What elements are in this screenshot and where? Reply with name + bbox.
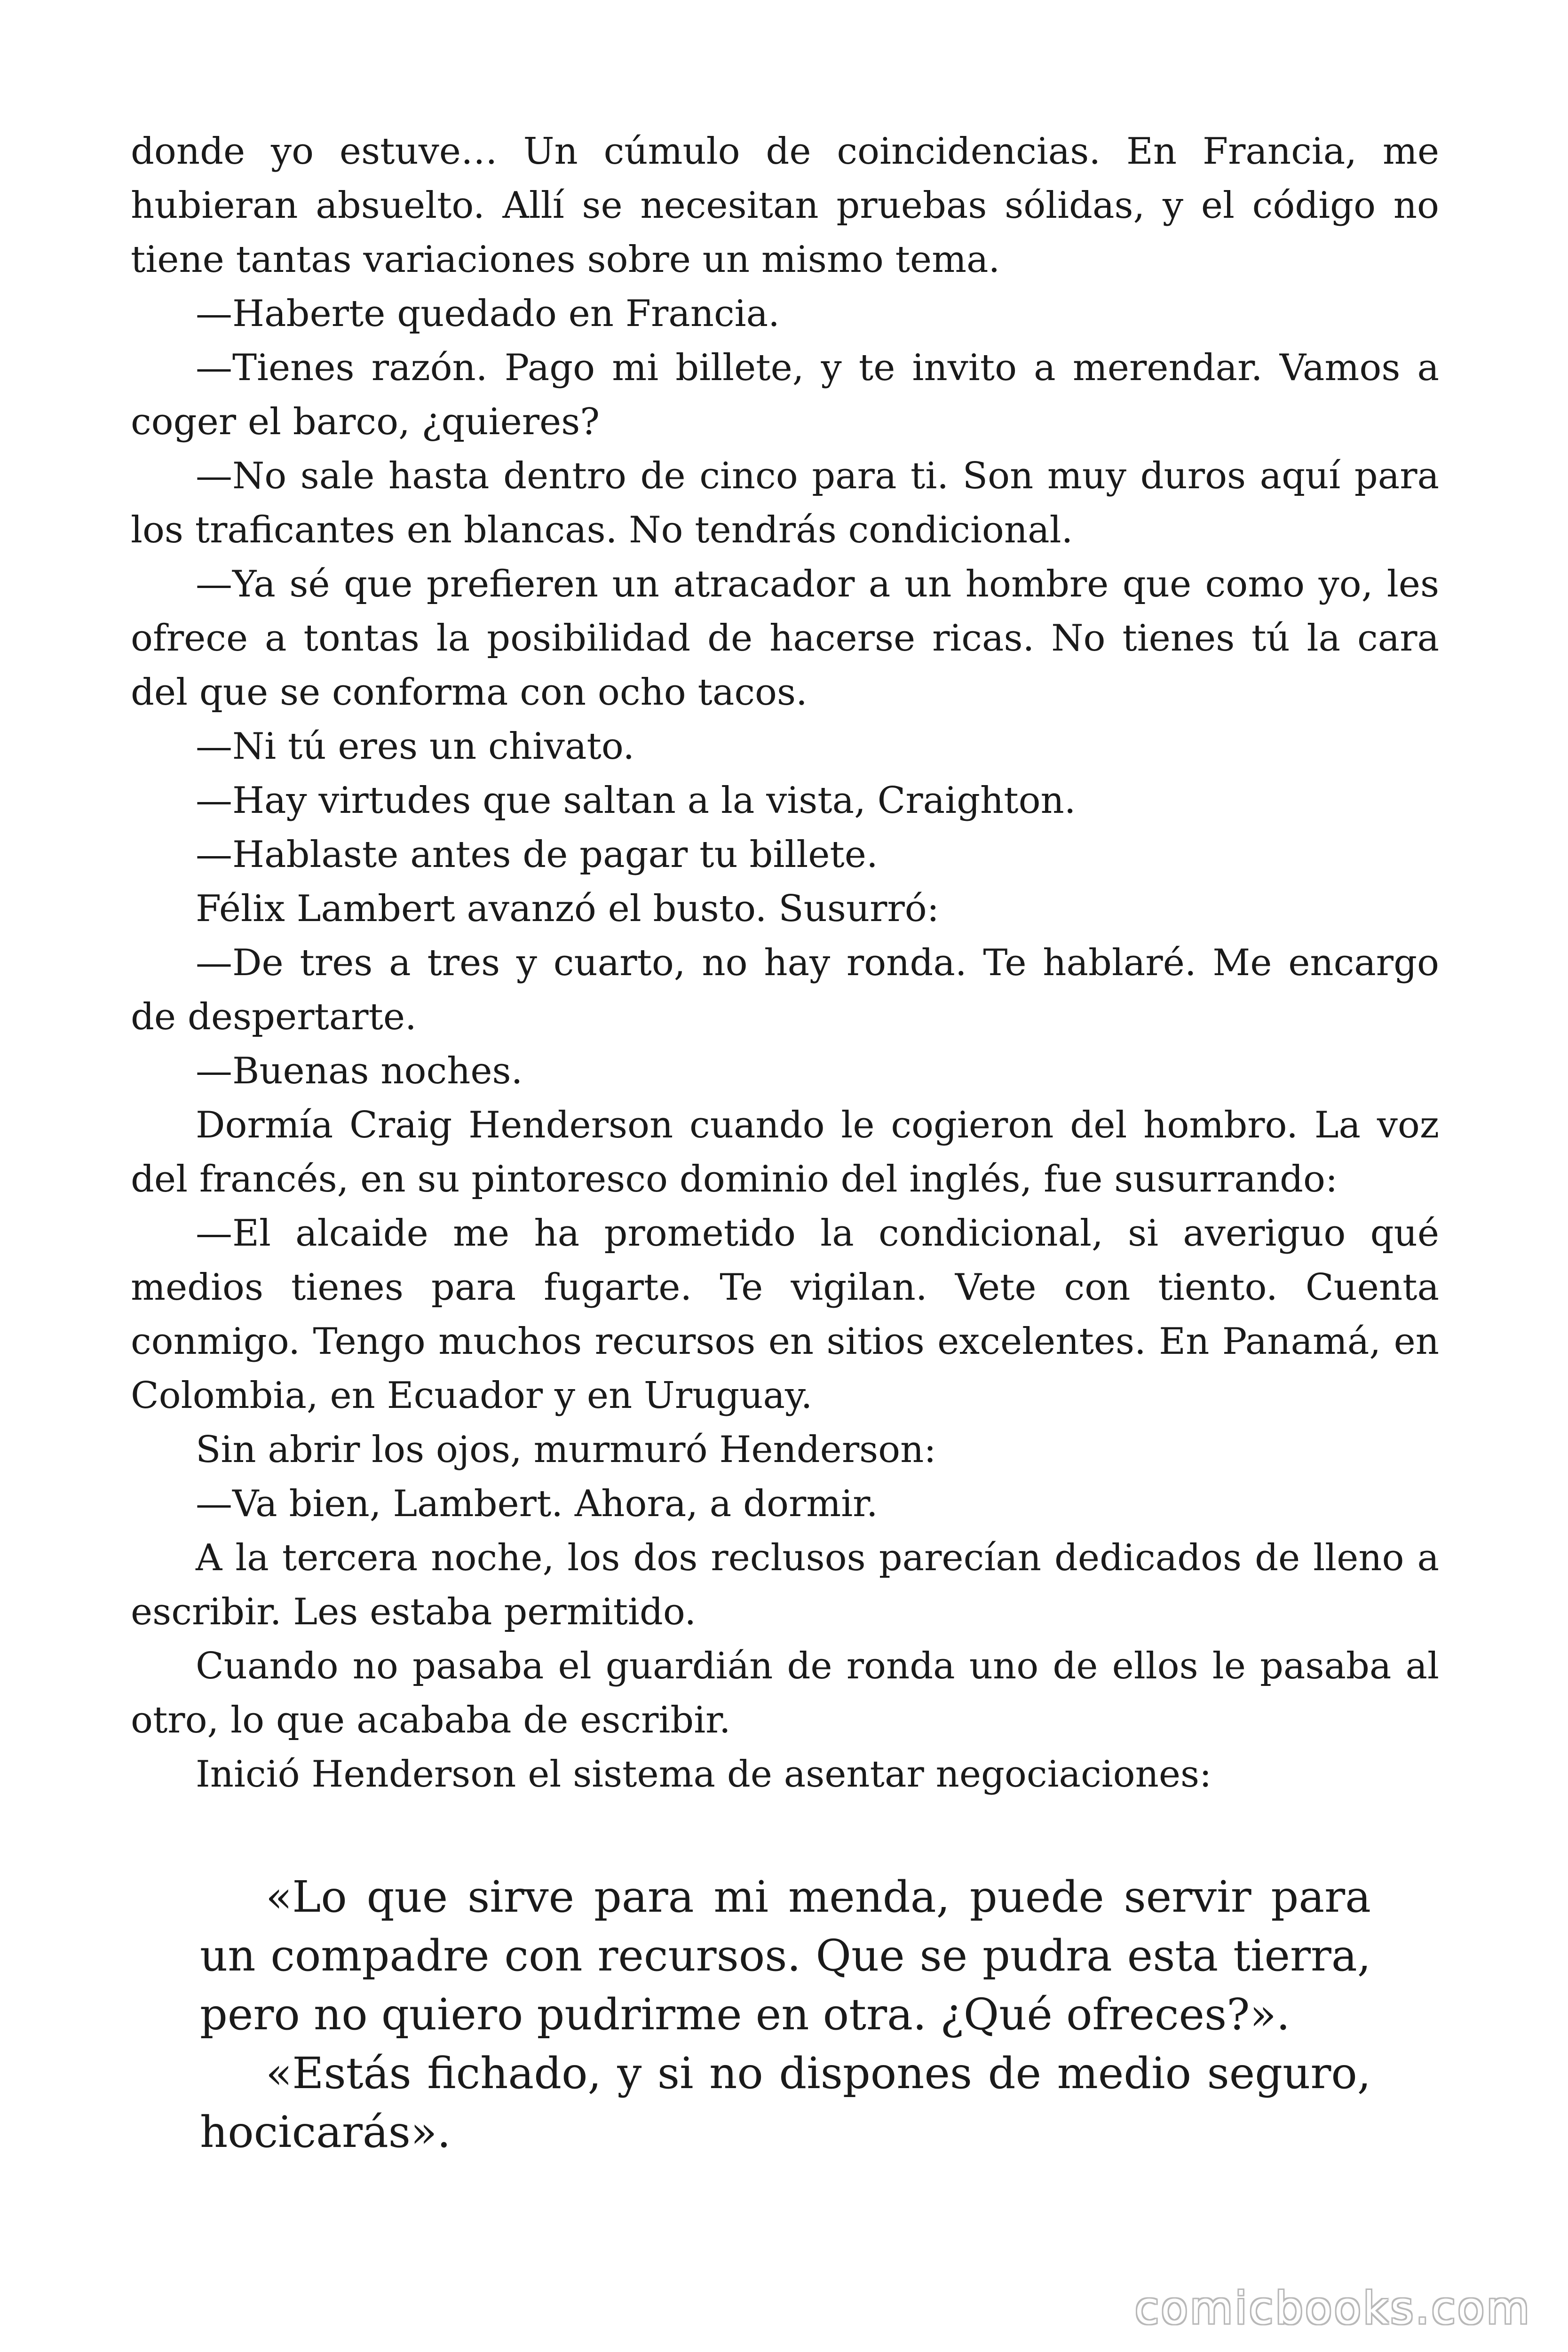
paragraph: —De tres a tres y cuarto, no hay ronda. Te hablaré. Me encargo de despertarte. (131, 942, 1439, 1038)
paragraph: —El alcaide me ha prometido la condicional, si averiguo qué medios tienes para fugarte. Te vigilan. Vete con tiento. Cuenta conmigo. Tengo muchos recursos en sitios excelentes. En Panamá, en Colombia, en Ecuador y en Uruguay. (131, 1212, 1439, 1417)
paragraph: Félix Lambert avanzó el busto. Susurró: (196, 888, 939, 930)
paragraph: Cuando no pasaba el guardián de ronda uno de ellos le pasaba al otro, lo que acababa de escribir. (131, 1645, 1439, 1741)
paragraph: Inició Henderson el sistema de asentar negociaciones: (196, 1753, 1212, 1796)
paragraph: —Ni tú eres un chivato. (196, 725, 635, 768)
paragraph: —Ya sé que prefieren un atracador a un hombre que como yo, les ofrece a tontas la posibilidad de hacerse ricas. No tienes tú la cara del que se conforma con ocho tacos. (131, 563, 1439, 714)
watermark: comicbooks.com (1134, 2283, 1531, 2334)
paragraph: —Tienes razón. Pago mi billete, y te invito a merendar. Vamos a coger el barco, ¿quieres? (131, 347, 1439, 443)
quote-paragraph: «Lo que sirve para mi menda, puede servir para un compadre con recursos. Que se pudra esta tierra, pero no quiero pudrirme en otra. ¿Qué ofreces?». (200, 1872, 1371, 2040)
quote-paragraph: «Estás fichado, y si no dispones de medio seguro, hocicarás». (200, 2048, 1371, 2157)
paragraph: Dormía Craig Henderson cuando le cogieron del hombro. La voz del francés, en su pintoresco dominio del inglés, fue susurrando: (131, 1104, 1439, 1200)
paragraph: —No sale hasta dentro de cinco para ti. Son muy duros aquí para los traficantes en blancas. No tendrás condicional. (131, 455, 1439, 551)
paragraph: A la tercera noche, los dos reclusos parecían dedicados de lleno a escribir. Les estaba permitido. (131, 1537, 1439, 1633)
paragraph: —Buenas noches. (196, 1050, 523, 1092)
paragraph: —Haberte quedado en Francia. (196, 293, 780, 335)
paragraph: —Va bien, Lambert. Ahora, a dormir. (196, 1483, 878, 1525)
paragraph: —Hay virtudes que saltan a la vista, Craighton. (196, 779, 1076, 822)
paragraph: —Hablaste antes de pagar tu billete. (196, 834, 878, 876)
body-text (131, 125, 1439, 1802)
paragraph: donde yo estuve… Un cúmulo de coincidencias. En Francia, me hubieran absuelto. Allí se necesitan pruebas sólidas, y el código no tiene tantas variaciones sobre un mismo tema. (131, 130, 1439, 281)
paragraph: Sin abrir los ojos, murmuró Henderson: (196, 1429, 936, 1471)
block-quote (200, 1867, 1371, 2161)
